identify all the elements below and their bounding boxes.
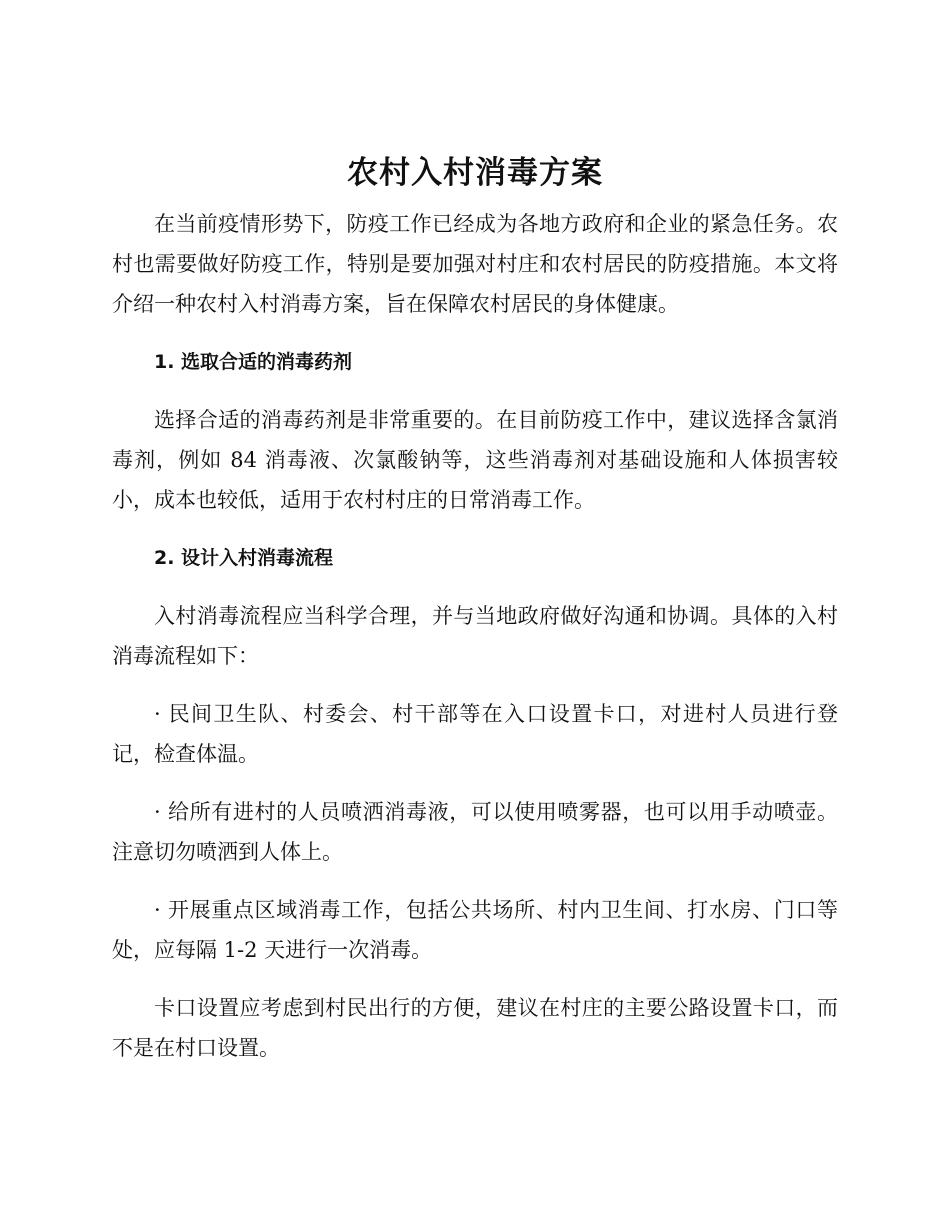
bullet-item-spray: · 给所有进村的人员喷洒消毒液，可以使用喷雾器，也可以用手动喷壶。注意切勿喷洒到人体上。 (112, 800, 838, 864)
section-1-heading: 1. 选取合适的消毒药剂 (154, 351, 353, 373)
intro-paragraph: 在当前疫情形势下，防疫工作已经成为各地方政府和企业的紧急任务。农村也需要做好防疫工作，特别是要加强对村庄和农村居民的防疫措施。本文将介绍一种农村入村消毒方案，旨在保障农村居民的身体健康。 (112, 212, 838, 316)
document-page (112, 150, 838, 1086)
closing-paragraph: 卡口设置应考虑到村民出行的方便，建议在村庄的主要公路设置卡口，而不是在村口设置。 (112, 996, 838, 1060)
section-2-paragraph: 入村消毒流程应当科学合理，并与当地政府做好沟通和协调。具体的入村消毒流程如下： (112, 604, 838, 668)
bullet-item-checkpoint: · 民间卫生队、村委会、村干部等在入口设置卡口，对进村人员进行登记，检查体温。 (112, 702, 838, 766)
section-1-paragraph: 选择合适的消毒药剂是非常重要的。在目前防疫工作中，建议选择含氯消毒剂，例如 84 消毒液、次氯酸钠等，这些消毒剂对基础设施和人体损害较小，成本也较低，适用于农村村庄的日常消毒工作。 (112, 408, 838, 512)
section-2-heading: 2. 设计入村消毒流程 (154, 547, 334, 569)
document-title: 农村入村消毒方案 (347, 155, 603, 191)
bullet-item-key-areas: · 开展重点区域消毒工作，包括公共场所、村内卫生间、打水房、门口等处，应每隔 1-2 天进行一次消毒。 (112, 898, 838, 962)
